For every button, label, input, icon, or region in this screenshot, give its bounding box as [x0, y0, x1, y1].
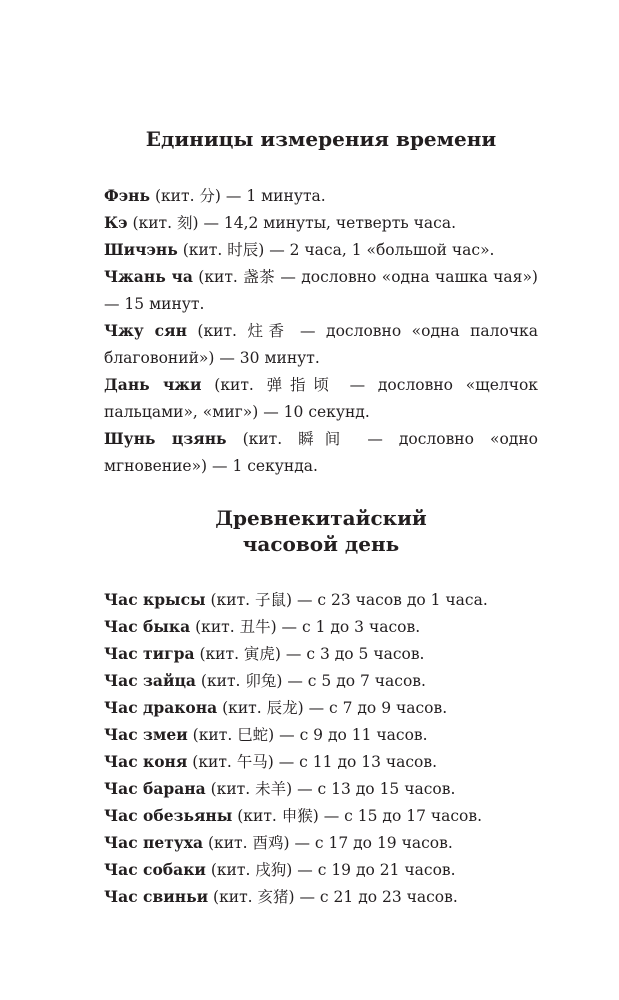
entry-term: Час змеи [104, 725, 188, 744]
entry-ke [104, 209, 538, 237]
entry-text: (кит. 寅虎) — с 3 до 5 часов. [194, 645, 425, 663]
hour-horse [104, 748, 538, 776]
entry-term: Час барана [104, 779, 206, 798]
hours-heading-line2: часовой день [242, 532, 400, 556]
entry-text: (кит. 弹指顷 — дословно «щелчок пальцами», «миг») — 10 секунд. [104, 376, 538, 421]
entry-term: Час свиньи [104, 887, 209, 906]
entry-text: (кит. 辰龙) — с 7 до 9 часов. [217, 699, 448, 717]
hour-dragon [104, 694, 538, 722]
entry-dan-zhi [104, 371, 538, 426]
entry-zhu-xiang [104, 317, 538, 372]
entry-text: (кит. 酉鸡) — с 17 до 19 часов. [203, 834, 453, 852]
entry-text: (кит. 亥猪) — с 21 до 23 часов. [208, 888, 458, 906]
entry-text: (кит. 戌狗) — с 19 до 21 часов. [205, 861, 456, 879]
entry-term: Час петуха [104, 833, 204, 852]
hour-ox [104, 613, 538, 641]
hour-tiger [104, 640, 538, 668]
entry-text: (кит. 巳蛇) — с 9 до 11 часов. [187, 726, 428, 744]
entry-text: (кит. 分) — 1 минута. [150, 187, 326, 205]
entry-term: Шунь цзянь [104, 429, 227, 448]
entry-text: (кит. 午马) — с 11 до 13 часов. [187, 753, 438, 771]
entry-text: (кит. 刻) — 14,2 минуты, четверть часа. [127, 214, 457, 232]
entry-term: Чжу сян [104, 321, 187, 340]
entry-text: (кит. 丑牛) — с 1 до 3 часов. [190, 618, 421, 636]
entry-shun-jian [104, 425, 538, 480]
entry-text: (кит. 瞬间 — дословно «одно мгновение») — 1 секунда. [104, 430, 538, 475]
entry-term: Час собаки [104, 860, 206, 879]
hour-pig [104, 883, 538, 911]
hour-rooster [104, 829, 538, 857]
hours-heading-line1: Древнекитайский [215, 506, 427, 530]
entry-text: (кит. 未羊) — с 13 до 15 часов. [205, 780, 456, 798]
entry-term: Фэнь [104, 186, 151, 205]
entry-term: Час зайца [104, 671, 196, 690]
hour-goat [104, 775, 538, 803]
entry-term: Дань чжи [104, 375, 202, 394]
hour-dog [104, 856, 538, 884]
hour-rat [104, 586, 538, 614]
entry-term: Час обезьяны [104, 806, 233, 825]
hour-rabbit [104, 667, 538, 695]
entry-term: Час тигра [104, 644, 195, 663]
entry-term: Шичэнь [104, 240, 178, 259]
entry-term: Час дракона [104, 698, 218, 717]
entry-zhan-cha [104, 263, 538, 318]
entry-fen [104, 182, 538, 210]
entry-text: (кит. 时辰) — 2 часа, 1 «большой час». [177, 241, 495, 259]
entry-term: Чжань ча [104, 267, 193, 286]
entry-term: Кэ [104, 213, 128, 232]
entry-term: Час крысы [104, 590, 206, 609]
entry-text: (кит. 盏茶 — дословно «одна чашка чая») — 15 минут. [104, 268, 538, 313]
hour-monkey [104, 802, 538, 830]
entry-text: (кит. 申猴) — с 15 до 17 часов. [232, 807, 483, 825]
entry-text: (кит. 子鼠) — с 23 часов до 1 часа. [205, 591, 488, 609]
entry-text: (кит. 卯兔) — с 5 до 7 часов. [195, 672, 426, 690]
time-units-heading: Единицы измерения времени [145, 127, 497, 151]
entry-shichen [104, 236, 538, 264]
hour-snake [104, 721, 538, 749]
entry-term: Час быка [104, 617, 191, 636]
entry-term: Час коня [104, 752, 188, 771]
entry-text: (кит. 炷香 — дословно «одна палочка благовоний») — 30 минут. [104, 322, 538, 367]
hours-heading [104, 505, 538, 557]
